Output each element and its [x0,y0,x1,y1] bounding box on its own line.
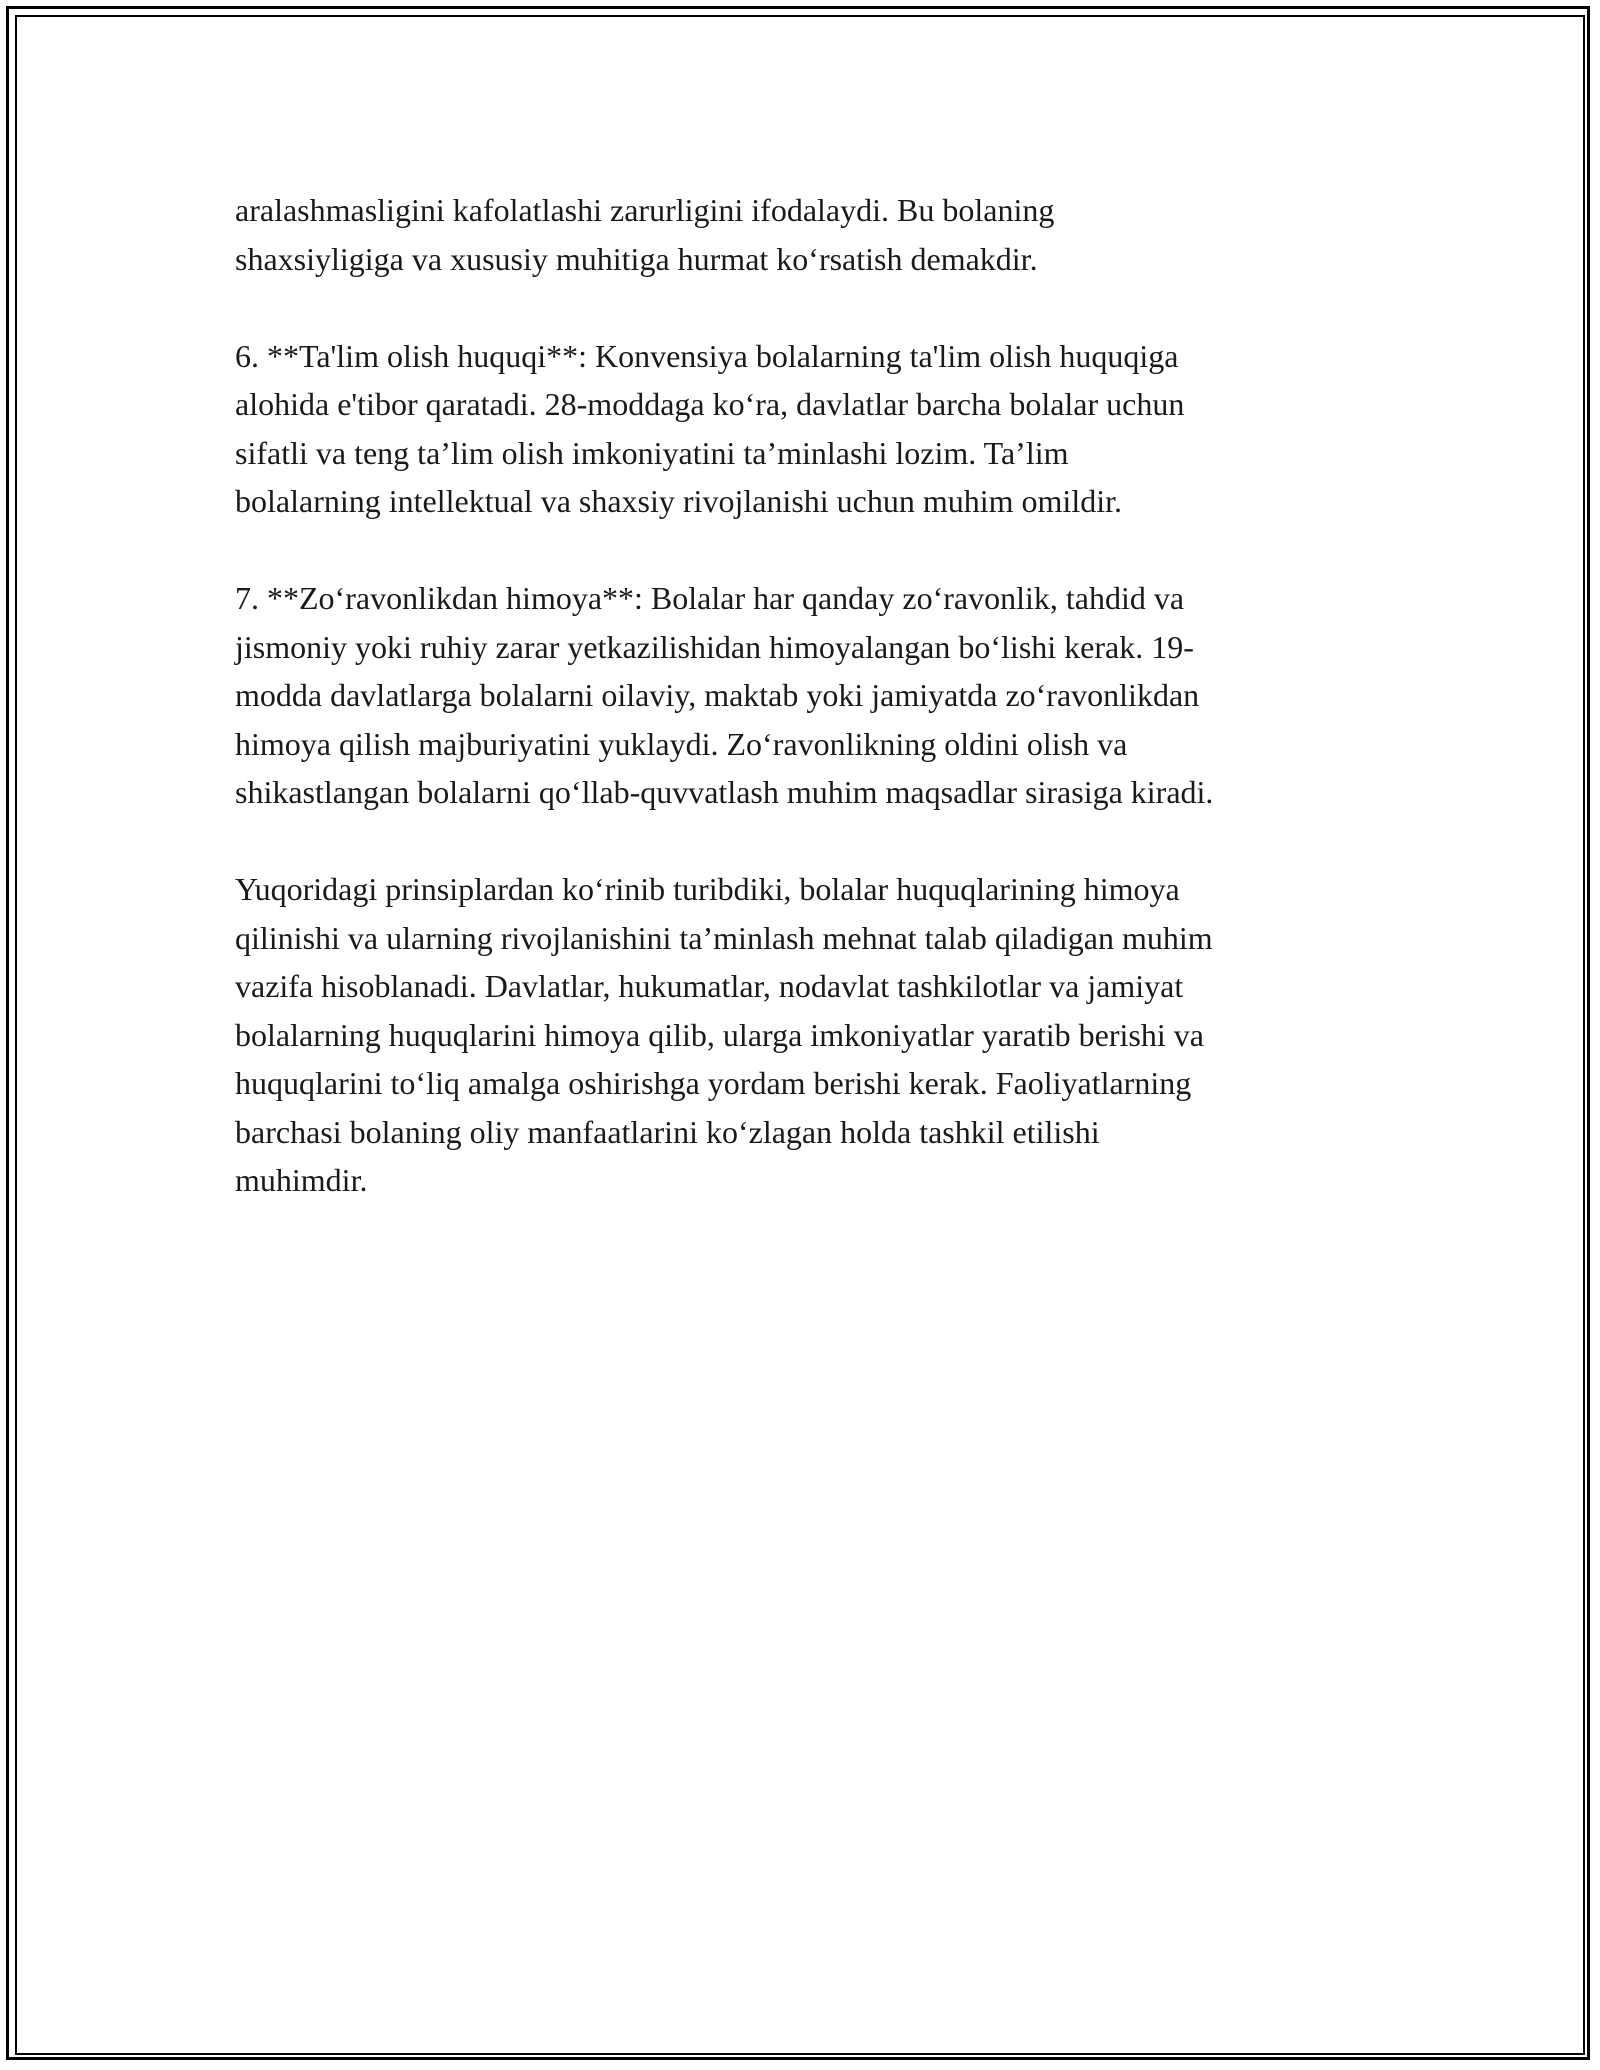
text-line: sifatli va teng ta’lim olish imkoniyatini ta’minlashi lozim. Ta’lim [235,434,1069,471]
text-line: Yuqoridagi prinsiplardan koʻrinib turibdiki, bolalar huquqlarining himoya [235,871,1180,907]
text-line: shaxsiyligiga va xususiy muhitiga hurmat koʻrsatish demakdir. [235,240,1038,277]
paragraph-violence-protection [235,574,1375,817]
text-line: modda davlatlarga bolalarni oilaviy, maktab yoki jamiyatda zoʻravonlikdan [235,677,1200,713]
paragraph-privacy-continuation [235,186,1375,283]
document-body [235,186,1375,1253]
text-line: jismoniy yoki ruhiy zarar yetkazilishidan himoyalangan boʻlishi kerak. 19- [235,628,1194,665]
text-line: barchasi bolaning oliy manfaatlarini koʻzlagan holda tashkil etilishi [235,1113,1100,1150]
text-line: alohida e'tibor qaratadi. 28-moddaga koʻra, davlatlar barcha bolalar uchun [235,386,1185,422]
text-line: qilinishi va ularning rivojlanishini ta’minlash mehnat talab qiladigan muhim [235,919,1213,956]
text-line: muhimdir. [235,1162,368,1198]
text-line: bolalarning intellektual va shaxsiy rivojlanishi uchun muhim omildir. [235,483,1122,519]
text-line: aralashmasligini kafolatlashi zarurligini ifodalaydi. Bu bolaning [235,192,1055,228]
paragraph-education-right [235,332,1375,526]
text-line: vazifa hisoblanadi. Davlatlar, hukumatlar, nodavlat tashkilotlar va jamiyat [235,968,1184,1004]
text-line: himoya qilish majburiyatini yuklaydi. Zoʻravonlikning oldini olish va [235,725,1128,762]
text-line: shikastlangan bolalarni qoʻllab-quvvatlash muhim maqsadlar sirasiga kiradi. [235,774,1214,810]
text-line: huquqlarini toʻliq amalga oshirishga yordam berishi kerak. Faoliyatlarning [235,1065,1192,1101]
text-line: bolalarning huquqlarini himoya qilib, ularga imkoniyatlar yaratib berishi va [235,1016,1204,1053]
paragraph-conclusion [235,865,1375,1205]
text-line: 7. **Zoʻravonlikdan himoya**: Bolalar har qanday zoʻravonlik, tahdid va [235,580,1185,616]
text-line: 6. **Ta'lim olish huquqi**: Konvensiya bolalarning ta'lim olish huquqiga [235,337,1179,374]
